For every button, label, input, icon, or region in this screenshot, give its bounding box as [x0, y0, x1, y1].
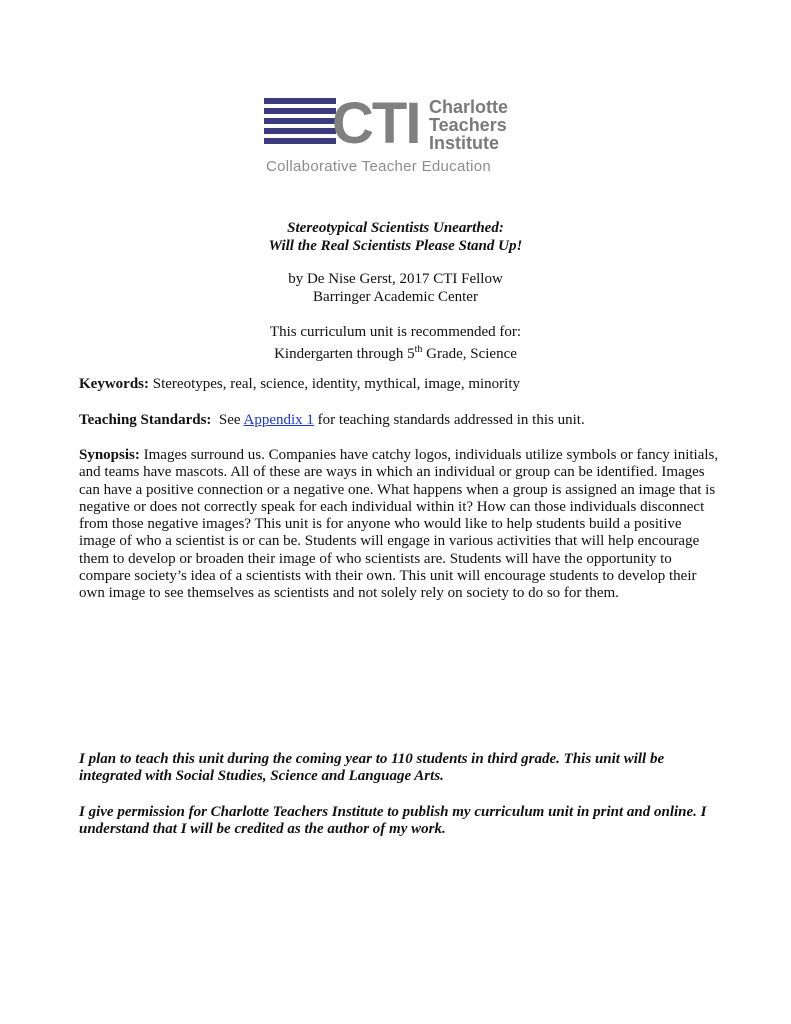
permission-note: I give permission for Charlotte Teachers Institute to publish my curriculum unit in print and online. I understand that I will be credited as the author of my work.: [79, 804, 707, 838]
logo-mark: CTI: [332, 91, 420, 156]
teaching-standards-pre: See: [211, 412, 244, 428]
school-line: Barringer Academic Center: [313, 289, 478, 305]
appendix-link[interactable]: Appendix 1: [243, 412, 314, 428]
title-line-1: Stereotypical Scientists Unearthed:: [287, 220, 504, 236]
byline: [0, 270, 791, 306]
recommendation-intro: This curriculum unit is recommended for:: [269, 324, 522, 340]
logo-bar: [264, 128, 336, 134]
keywords-text: Stereotypes, real, science, identity, mythical, image, minority: [149, 376, 521, 392]
keywords-paragraph: [79, 376, 719, 393]
logo-org-line: Teachers: [429, 115, 507, 135]
logo-bar: [264, 98, 336, 104]
synopsis-label: Synopsis:: [79, 447, 140, 463]
logo-tagline: Collaborative Teacher Education: [266, 158, 491, 175]
title-line-2: Will the Real Scientists Please Stand Up!: [268, 238, 523, 254]
keywords-label: Keywords:: [79, 376, 149, 392]
logo-bar: [264, 138, 336, 144]
teaching-standards-label: Teaching Standards:: [79, 412, 212, 428]
recommendation-grades: [0, 341, 791, 363]
logo-org-name: [429, 98, 508, 152]
recommendation: [0, 323, 791, 363]
logo-org-line: Institute: [429, 133, 499, 153]
logo-org-line: Charlotte: [429, 97, 509, 117]
grades-suffix: Grade, Science: [422, 346, 517, 362]
synopsis-paragraph: [79, 447, 719, 603]
grades-prefix: Kindergarten through 5: [274, 346, 415, 362]
logo-bar: [264, 118, 336, 124]
cti-logo: [264, 91, 524, 176]
document-title: [0, 219, 791, 255]
teaching-plan-note: I plan to teach this unit during the coming year to 110 students in third grade. This unit will be integrated with Social Studies, Science and Language Arts.: [79, 751, 665, 785]
teaching-standards-paragraph: [79, 412, 719, 429]
logo-bar: [264, 108, 336, 114]
author-line: by De Nise Gerst, 2017 CTI Fellow: [288, 271, 503, 287]
teaching-standards-post: for teaching standards addressed in this unit.: [313, 412, 585, 428]
synopsis-text: Images surround us. Companies have catchy logos, individuals utilize symbols or fancy initials, and teams have mascots. All of these are ways in which an individual or group can be identified. Images can have a positive connection or a negative one. What happens when a group is assigned an image that is negative or does not correctly speak for each individual within it? How can those individuals disconnect from those negative images? This unit is for anyone who would like to help students build a positive image of who a scientist is or can be. Students will engage in various activities that will help encourage them to develop or broaden their image of who scientists are. Students will have the opportunity to compare society’s idea of a scientists with their own. This unit will encourage students to develop their own image to see themselves as scientists and not solely rely on society to do so for them.: [79, 447, 719, 602]
grades-superscript: th: [414, 344, 423, 355]
